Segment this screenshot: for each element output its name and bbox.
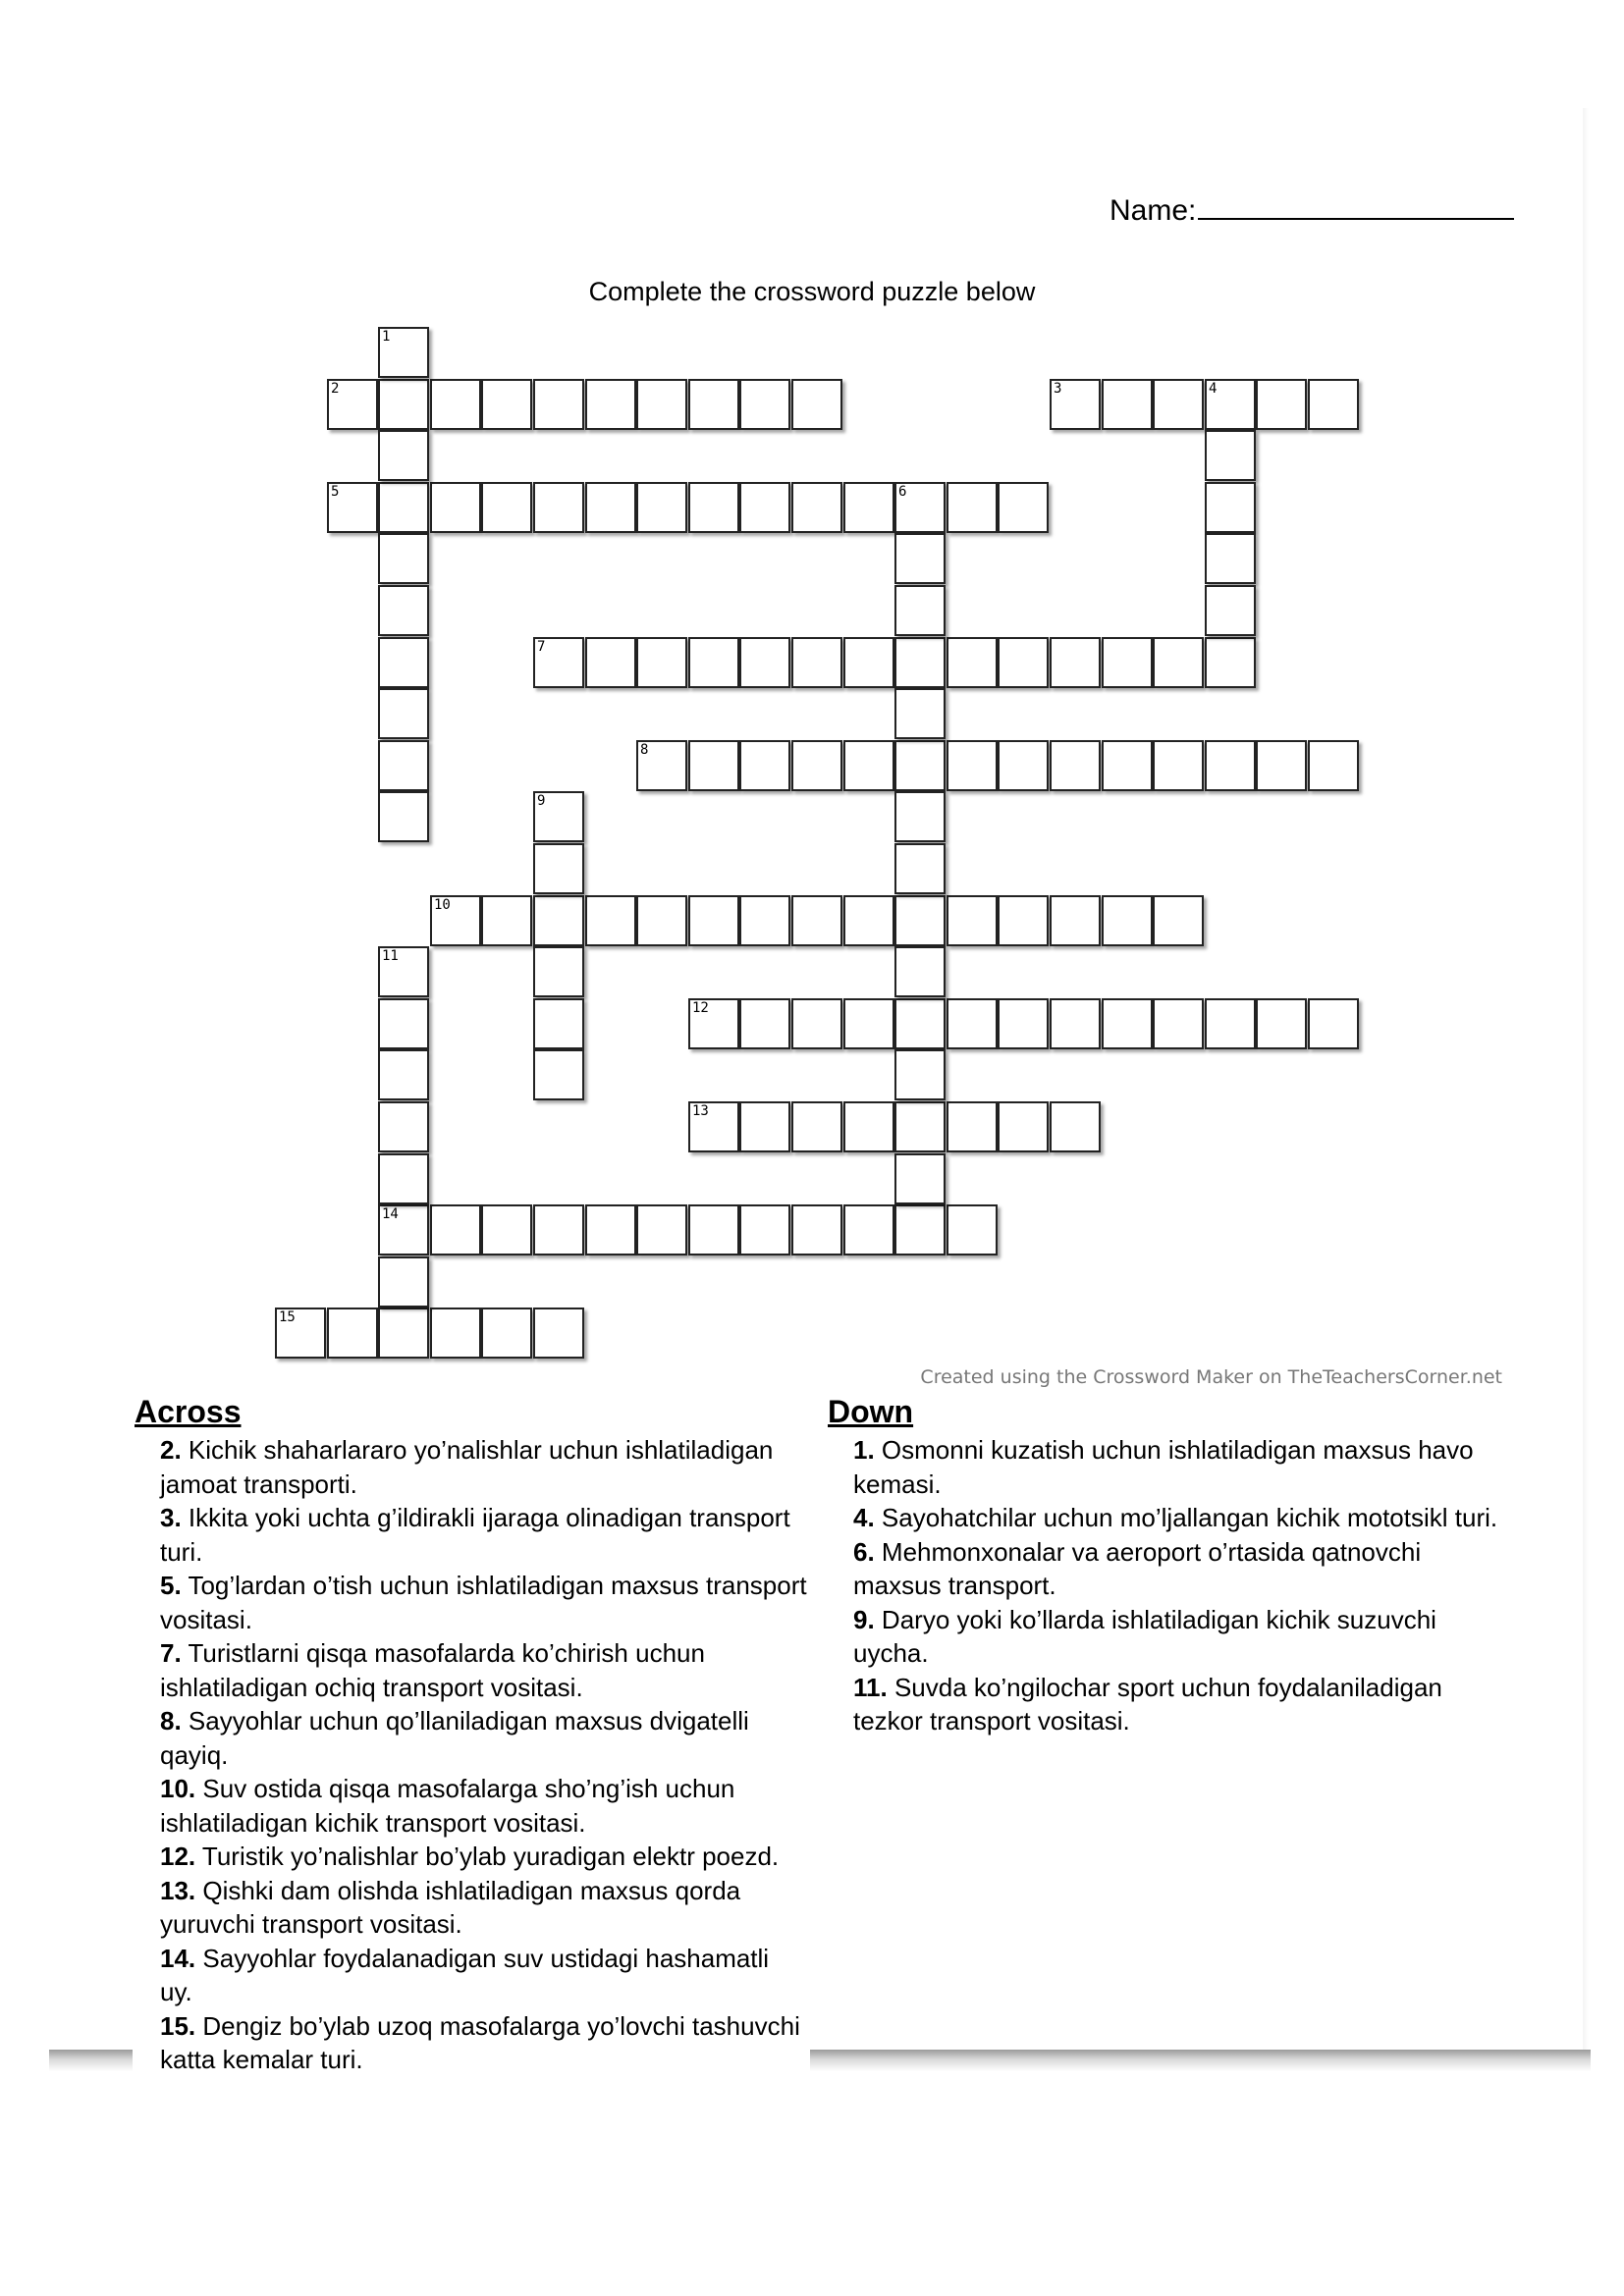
- across-clue: [160, 1874, 808, 1942]
- grid-cell[interactable]: [947, 637, 998, 688]
- grid-cell[interactable]: [791, 1204, 842, 1255]
- grid-cell[interactable]: [894, 1101, 946, 1152]
- grid-cell[interactable]: [533, 998, 584, 1049]
- grid-cell[interactable]: [533, 637, 584, 688]
- grid-cell[interactable]: [1050, 379, 1101, 430]
- grid-cell[interactable]: [1205, 533, 1256, 584]
- clue-number: 11: [382, 948, 399, 964]
- grid-cell[interactable]: [1205, 430, 1256, 481]
- clue-text: Dengiz bo’ylab uzoq masofalarga yo’lovchi tashuvchi katta kemalar turi.: [160, 2010, 800, 2074]
- across-clue: [160, 1501, 808, 1569]
- across-clues: [160, 1433, 808, 2077]
- grid-cell[interactable]: [894, 843, 946, 894]
- grid-cell[interactable]: [894, 1153, 946, 1204]
- grid-cell[interactable]: [1205, 637, 1256, 688]
- grid-cell[interactable]: [998, 1101, 1049, 1152]
- clue-text: Sayyohlar foydalanadigan suv ustidagi hashamatli uy.: [160, 1943, 770, 2006]
- grid-cell[interactable]: [894, 946, 946, 997]
- grid-cell[interactable]: [998, 740, 1049, 791]
- grid-cell[interactable]: [378, 998, 429, 1049]
- clue-number: 10: [434, 897, 451, 913]
- grid-cell[interactable]: [585, 637, 636, 688]
- clue-text: Osmonni kuzatish uchun ishlatiladigan maxsus havo kemasi.: [853, 1435, 1474, 1499]
- grid-cell[interactable]: [533, 946, 584, 997]
- grid-cell[interactable]: [1205, 998, 1256, 1049]
- grid-cell[interactable]: [688, 998, 739, 1049]
- clue-text: Ikkita yoki uchta g’ildirakli ijaraga olinadigan transport turi.: [160, 1503, 790, 1567]
- across-title: Across: [135, 1394, 242, 1429]
- grid-cell[interactable]: [636, 482, 687, 533]
- across-clue: [160, 1772, 808, 1840]
- clue-number: 2: [331, 381, 340, 397]
- clue-number: 7: [537, 639, 546, 655]
- grid-cell[interactable]: [894, 1049, 946, 1100]
- grid-cell[interactable]: [1205, 740, 1256, 791]
- grid-cell[interactable]: [688, 1101, 739, 1152]
- clue-text: Turistlarni qisqa masofalarda ko’chirish uchun ishlatiladigan ochiq transport vositasi.: [160, 1638, 705, 1702]
- grid-cell[interactable]: [791, 998, 842, 1049]
- grid-cell[interactable]: [1102, 998, 1153, 1049]
- grid-cell[interactable]: [378, 327, 429, 378]
- grid-cell[interactable]: [636, 895, 687, 946]
- grid-cell[interactable]: [1102, 379, 1153, 430]
- across-clue: [160, 1569, 808, 1636]
- grid-cell[interactable]: [1256, 740, 1307, 791]
- clue-number: 8: [640, 742, 649, 758]
- grid-cell[interactable]: [481, 895, 532, 946]
- grid-cell[interactable]: [533, 1049, 584, 1100]
- grid-cell[interactable]: [688, 740, 739, 791]
- clue-number: 3: [1054, 381, 1062, 397]
- grid-cell[interactable]: [378, 1153, 429, 1204]
- grid-cell[interactable]: [894, 895, 946, 946]
- grid-cell[interactable]: [378, 533, 429, 584]
- grid-cell[interactable]: [378, 946, 429, 997]
- grid-cell[interactable]: [1153, 740, 1204, 791]
- grid-cell[interactable]: [947, 740, 998, 791]
- grid-cell[interactable]: [1153, 379, 1204, 430]
- grid-cell[interactable]: [843, 998, 894, 1049]
- grid-cell[interactable]: [1205, 379, 1256, 430]
- grid-cell[interactable]: [1102, 895, 1153, 946]
- clue-number-label: 13.: [160, 1875, 196, 1905]
- grid-cell[interactable]: [378, 1204, 429, 1255]
- grid-cell[interactable]: [378, 1256, 429, 1308]
- clue-text: Suvda ko’ngilochar sport uchun foydalaniladigan tezkor transport vositasi.: [853, 1672, 1442, 1735]
- grid-cell[interactable]: [843, 637, 894, 688]
- grid-cell[interactable]: [843, 1204, 894, 1255]
- grid-cell[interactable]: [327, 1308, 378, 1359]
- grid-cell[interactable]: [1050, 637, 1101, 688]
- clue-text: Tog’lardan o’tish uchun ishlatiladigan maxsus transport vositasi.: [160, 1571, 807, 1634]
- grid-cell[interactable]: [1308, 998, 1359, 1049]
- clue-text: Sayohatchilar uchun mo’ljallangan kichik mototsikl turi.: [881, 1503, 1498, 1532]
- clue-number: 1: [382, 329, 391, 345]
- grid-cell[interactable]: [843, 482, 894, 533]
- grid-cell[interactable]: [430, 1204, 481, 1255]
- down-clue: [853, 1603, 1501, 1671]
- down-clue: [853, 1433, 1501, 1501]
- grid-cell[interactable]: [843, 1101, 894, 1152]
- down-clue: [853, 1671, 1501, 1738]
- grid-cell[interactable]: [378, 585, 429, 636]
- clue-text: Turistik yo’nalishlar bo’ylab yuradigan elektr poezd.: [201, 1842, 780, 1871]
- grid-cell[interactable]: [533, 1204, 584, 1255]
- grid-cell[interactable]: [739, 998, 790, 1049]
- grid-cell[interactable]: [378, 1101, 429, 1152]
- grid-cell[interactable]: [1256, 379, 1307, 430]
- clue-text: Kichik shaharlararo yo’nalishlar uchun ishlatiladigan jamoat transporti.: [160, 1435, 774, 1499]
- grid-cell[interactable]: [791, 740, 842, 791]
- grid-cell[interactable]: [533, 1308, 584, 1359]
- clue-text: Mehmonxonalar va aeroport o’rtasida qatnovchi maxsus transport.: [853, 1536, 1422, 1600]
- grid-cell[interactable]: [327, 379, 378, 430]
- grid-cell[interactable]: [585, 482, 636, 533]
- grid-cell[interactable]: [1153, 895, 1204, 946]
- grid-cell[interactable]: [894, 585, 946, 636]
- clue-number-label: 4.: [853, 1503, 875, 1532]
- grid-cell[interactable]: [1050, 1101, 1101, 1152]
- clue-number-label: 5.: [160, 1571, 182, 1600]
- clue-number-label: 6.: [853, 1536, 875, 1567]
- grid-cell[interactable]: [1050, 895, 1101, 946]
- grid-cell[interactable]: [894, 637, 946, 688]
- grid-cell[interactable]: [739, 1204, 790, 1255]
- clue-text: Sayyohlar uchun qo’llaniladigan maxsus dvigatelli qayiq.: [160, 1706, 749, 1770]
- clue-number: 15: [279, 1309, 296, 1325]
- clue-number-label: 11.: [853, 1672, 888, 1702]
- grid-cell[interactable]: [739, 895, 790, 946]
- across-clue: [160, 1704, 808, 1772]
- grid-cell[interactable]: [1308, 379, 1359, 430]
- grid-cell[interactable]: [378, 637, 429, 688]
- grid-cell[interactable]: [1256, 998, 1307, 1049]
- grid-cell[interactable]: [533, 482, 584, 533]
- clue-number-label: 7.: [160, 1638, 182, 1668]
- across-clue: [160, 1636, 808, 1704]
- grid-cell[interactable]: [894, 688, 946, 739]
- grid-cell[interactable]: [739, 740, 790, 791]
- grid-cell[interactable]: [947, 1204, 998, 1255]
- grid-cell[interactable]: [1205, 585, 1256, 636]
- credit-text: Created using the Crossword Maker on TheTeachersCorner.net: [920, 1366, 1502, 1388]
- clue-number-label: 14.: [160, 1943, 196, 1973]
- grid-cell[interactable]: [739, 482, 790, 533]
- across-clue: [160, 1942, 808, 2009]
- grid-cell[interactable]: [533, 379, 584, 430]
- grid-cell[interactable]: [791, 895, 842, 946]
- clue-number: 13: [692, 1103, 709, 1119]
- grid-cell[interactable]: [1153, 637, 1204, 688]
- grid-cell[interactable]: [791, 482, 842, 533]
- grid-cell[interactable]: [430, 895, 481, 946]
- grid-cell[interactable]: [1205, 482, 1256, 533]
- grid-cell[interactable]: [688, 895, 739, 946]
- grid-cell[interactable]: [481, 1204, 532, 1255]
- grid-cell[interactable]: [688, 379, 739, 430]
- grid-cell[interactable]: [894, 998, 946, 1049]
- grid-cell[interactable]: [894, 533, 946, 584]
- grid-cell[interactable]: [998, 637, 1049, 688]
- clue-number-label: 8.: [160, 1706, 182, 1735]
- grid-cell[interactable]: [998, 998, 1049, 1049]
- grid-cell[interactable]: [1102, 740, 1153, 791]
- grid-cell[interactable]: [894, 1204, 946, 1255]
- clue-number-label: 1.: [853, 1435, 875, 1465]
- grid-cell[interactable]: [739, 1101, 790, 1152]
- grid-cell[interactable]: [378, 791, 429, 842]
- grid-cell[interactable]: [739, 379, 790, 430]
- clue-number: 14: [382, 1206, 399, 1222]
- clue-number-label: 12.: [160, 1842, 196, 1871]
- clue-number-label: 3.: [160, 1503, 182, 1532]
- grid-cell[interactable]: [1102, 637, 1153, 688]
- grid-cell[interactable]: [636, 379, 687, 430]
- grid-cell[interactable]: [947, 895, 998, 946]
- down-title: Down: [828, 1394, 914, 1429]
- grid-cell[interactable]: [791, 1101, 842, 1152]
- grid-cell[interactable]: [430, 379, 481, 430]
- grid-cell[interactable]: [636, 637, 687, 688]
- grid-cell[interactable]: [998, 895, 1049, 946]
- grid-cell[interactable]: [378, 430, 429, 481]
- grid-cell[interactable]: [1050, 998, 1101, 1049]
- grid-cell[interactable]: [275, 1308, 326, 1359]
- grid-cell[interactable]: [947, 1101, 998, 1152]
- grid-cell[interactable]: [1153, 998, 1204, 1049]
- clue-number: 12: [692, 1000, 709, 1016]
- clue-number-label: 9.: [853, 1604, 875, 1634]
- grid-cell[interactable]: [636, 740, 687, 791]
- grid-cell[interactable]: [481, 1308, 532, 1359]
- grid-cell[interactable]: [843, 740, 894, 791]
- across-clue: [160, 2009, 808, 2077]
- grid-cell[interactable]: [688, 1204, 739, 1255]
- clue-number-label: 15.: [160, 2010, 196, 2041]
- clue-number-label: 2.: [160, 1435, 182, 1465]
- clue-number: 4: [1209, 381, 1218, 397]
- grid-cell[interactable]: [533, 843, 584, 894]
- grid-cell[interactable]: [378, 1049, 429, 1100]
- name-label: Name:: [1110, 194, 1197, 227]
- grid-cell[interactable]: [585, 895, 636, 946]
- clue-number: 6: [898, 484, 907, 500]
- clue-number-label: 10.: [160, 1774, 196, 1803]
- grid-cell[interactable]: [378, 688, 429, 739]
- grid-cell[interactable]: [585, 379, 636, 430]
- grid-cell[interactable]: [739, 637, 790, 688]
- grid-cell[interactable]: [533, 895, 584, 946]
- grid-cell[interactable]: [378, 1308, 429, 1359]
- grid-cell[interactable]: [481, 482, 532, 533]
- grid-cell[interactable]: [378, 482, 429, 533]
- grid-cell[interactable]: [894, 482, 946, 533]
- grid-cell[interactable]: [585, 1204, 636, 1255]
- down-clue: [853, 1501, 1501, 1535]
- clue-text: Qishki dam olishda ishlatiladigan maxsus qorda yuruvchi transport vositasi.: [160, 1875, 741, 1939]
- grid-cell[interactable]: [378, 740, 429, 791]
- clue-text: Suv ostida qisqa masofalarga sho’ng’ish uchun ishlatiladigan kichik transport vositasi.: [160, 1774, 735, 1838]
- grid-cell[interactable]: [947, 998, 998, 1049]
- grid-cell[interactable]: [481, 379, 532, 430]
- grid-cell[interactable]: [1050, 740, 1101, 791]
- grid-cell[interactable]: [947, 482, 998, 533]
- grid-cell[interactable]: [378, 379, 429, 430]
- grid-cell[interactable]: [636, 1204, 687, 1255]
- instructions: Complete the crossword puzzle below: [588, 277, 1036, 306]
- grid-cell[interactable]: [430, 482, 481, 533]
- grid-cell[interactable]: [791, 637, 842, 688]
- down-clue: [853, 1535, 1501, 1603]
- across-clue: [160, 1433, 808, 1501]
- grid-cell[interactable]: [894, 791, 946, 842]
- clue-number: 5: [331, 484, 340, 500]
- across-clue: [160, 1840, 808, 1874]
- grid-cell[interactable]: [533, 791, 584, 842]
- grid-cell[interactable]: [430, 1308, 481, 1359]
- grid-cell[interactable]: [843, 895, 894, 946]
- grid-cell[interactable]: [688, 482, 739, 533]
- down-clues: [853, 1433, 1501, 1738]
- grid-cell[interactable]: [894, 740, 946, 791]
- clue-text: Daryo yoki ko’llarda ishlatiladigan kichik suzuvchi uycha.: [853, 1604, 1436, 1668]
- grid-cell[interactable]: [327, 482, 378, 533]
- grid-cell[interactable]: [688, 637, 739, 688]
- grid-cell[interactable]: [1308, 740, 1359, 791]
- grid-cell[interactable]: [998, 482, 1049, 533]
- clue-number: 9: [537, 793, 546, 809]
- grid-cell[interactable]: [791, 379, 842, 430]
